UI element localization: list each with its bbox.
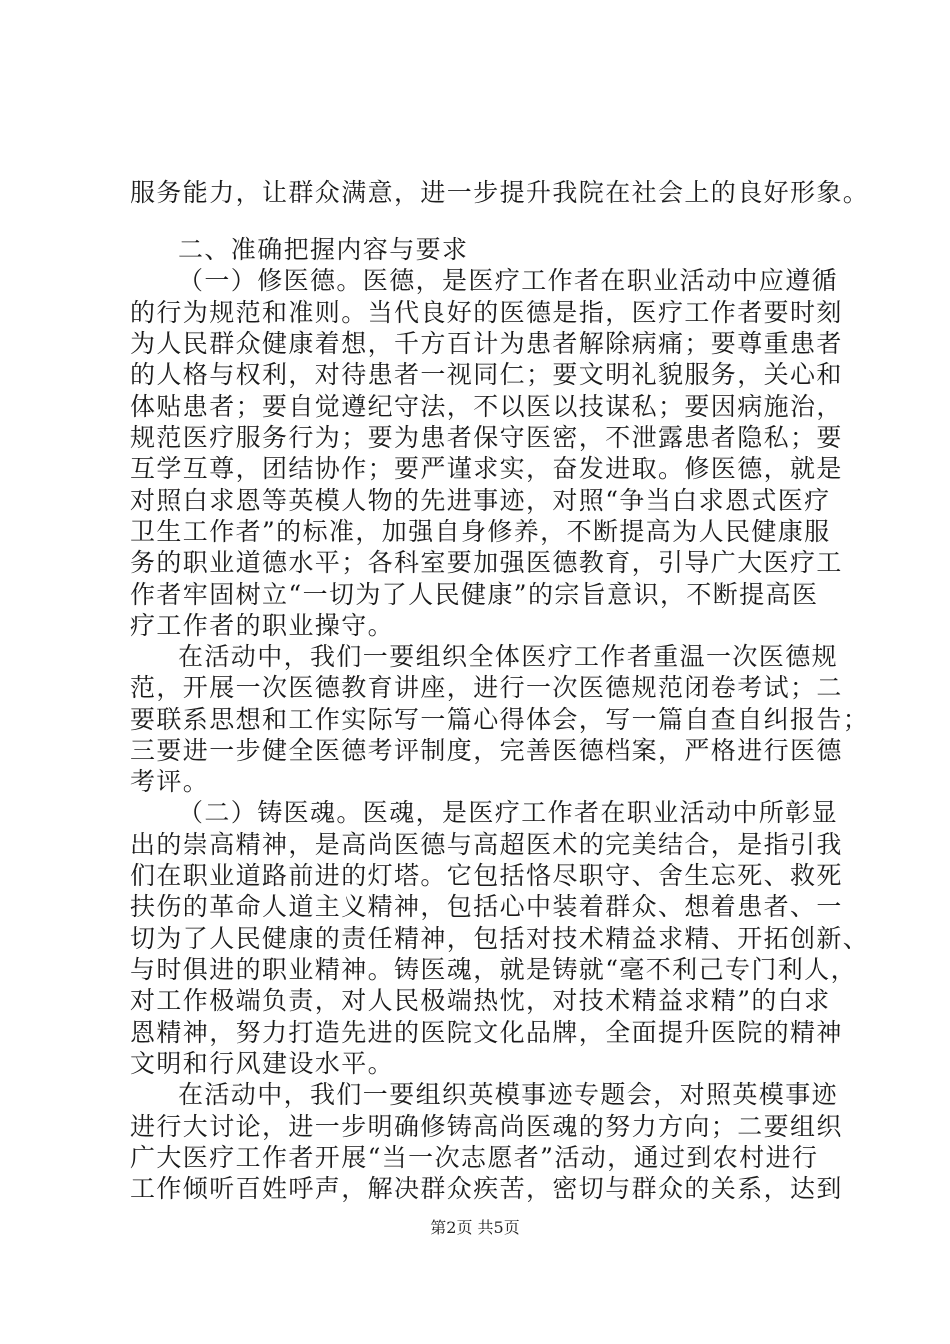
paragraph-first-line: 在活动中，我们一要组织全体医疗工作者重温一次医德规 (178, 642, 839, 671)
body-line: 要联系思想和工作实际写一篇心得体会，写一篇自查自纠报告； (130, 705, 870, 734)
body-line: 对照白求恩等英模人物的先进事迹，对照“争当白求恩式医疗 (130, 486, 831, 515)
body-line: 出的崇高精神，是高尚医德与高超医术的完美结合，是指引我 (130, 830, 843, 859)
body-line: 范，开展一次医德教育讲座，进行一次医德规范闭卷考试；二 (130, 673, 843, 702)
paragraph-first-line: （一）修医德。医德，是医疗工作者在职业活动中应遵循 (178, 266, 839, 295)
body-line: 卫生工作者”的标准，加强自身修养，不断提高为人民健康服 (130, 517, 831, 546)
body-line: 体贴患者；要自觉遵纪守法，不以医以技谋私；要因病施治， (130, 392, 843, 421)
body-line: 与时俱进的职业精神。铸医魂，就是铸就“毫不利己专门利人， (130, 955, 857, 984)
body-line: 作者牢固树立“一切为了人民健康”的宗旨意识，不断提高医 (130, 580, 819, 609)
body-line: 的人格与权利，对待患者一视同仁；要文明礼貌服务，关心和 (130, 360, 843, 389)
body-line: 三要进一步健全医德考评制度，完善医德档案，严格进行医德 (130, 736, 843, 765)
body-line: 为人民群众健康着想，千方百计为患者解除病痛；要尊重患者 (130, 329, 843, 358)
section-heading: 二、准确把握内容与要求 (178, 235, 469, 264)
body-line: 考评。 (130, 767, 210, 796)
body-line: 的行为规范和准则。当代良好的医德是指，医疗工作者要时刻 (130, 298, 843, 327)
body-line: 服务能力，让群众满意，进一步提升我院在社会上的良好形象。 (130, 178, 870, 207)
body-line: 疗工作者的职业操守。 (130, 611, 395, 640)
body-line: 对工作极端负责，对人民极端热忱，对技术精益求精”的白求 (130, 986, 831, 1015)
body-line: 文明和行风建设水平。 (130, 1049, 395, 1078)
body-line: 切为了人民健康的责任精神，包括对技术精益求精、开拓创新、 (130, 924, 870, 953)
body-line: 广大医疗工作者开展“当一次志愿者”活动，通过到农村进行 (130, 1143, 819, 1172)
body-line: 恩精神，努力打造先进的医院文化品牌，全面提升医院的精神 (130, 1018, 843, 1047)
page-footer: 第2页 共5页 (430, 1218, 520, 1237)
body-line: 互学互尊，团结协作；要严谨求实，奋发进取。修医德，就是 (130, 454, 843, 483)
body-line: 们在职业道路前进的灯塔。它包括恪尽职守、舍生忘死、救死 (130, 861, 843, 890)
body-line: 进行大讨论，进一步明确修铸高尚医魂的努力方向；二要组织 (130, 1112, 843, 1141)
paragraph-first-line: 在活动中，我们一要组织英模事迹专题会，对照英模事迹 (178, 1080, 839, 1109)
body-line: 务的职业道德水平；各科室要加强医德教育，引导广大医疗工 (130, 548, 843, 577)
body-line: 扶伤的革命人道主义精神，包括心中装着群众、想着患者、一 (130, 892, 843, 921)
paragraph-first-line: （二）铸医魂。医魂，是医疗工作者在职业活动中所彰显 (178, 798, 839, 827)
body-line: 规范医疗服务行为；要为患者保守医密，不泄露患者隐私；要 (130, 423, 843, 452)
body-line: 工作倾听百姓呼声，解决群众疾苦，密切与群众的关系，达到 (130, 1174, 843, 1203)
